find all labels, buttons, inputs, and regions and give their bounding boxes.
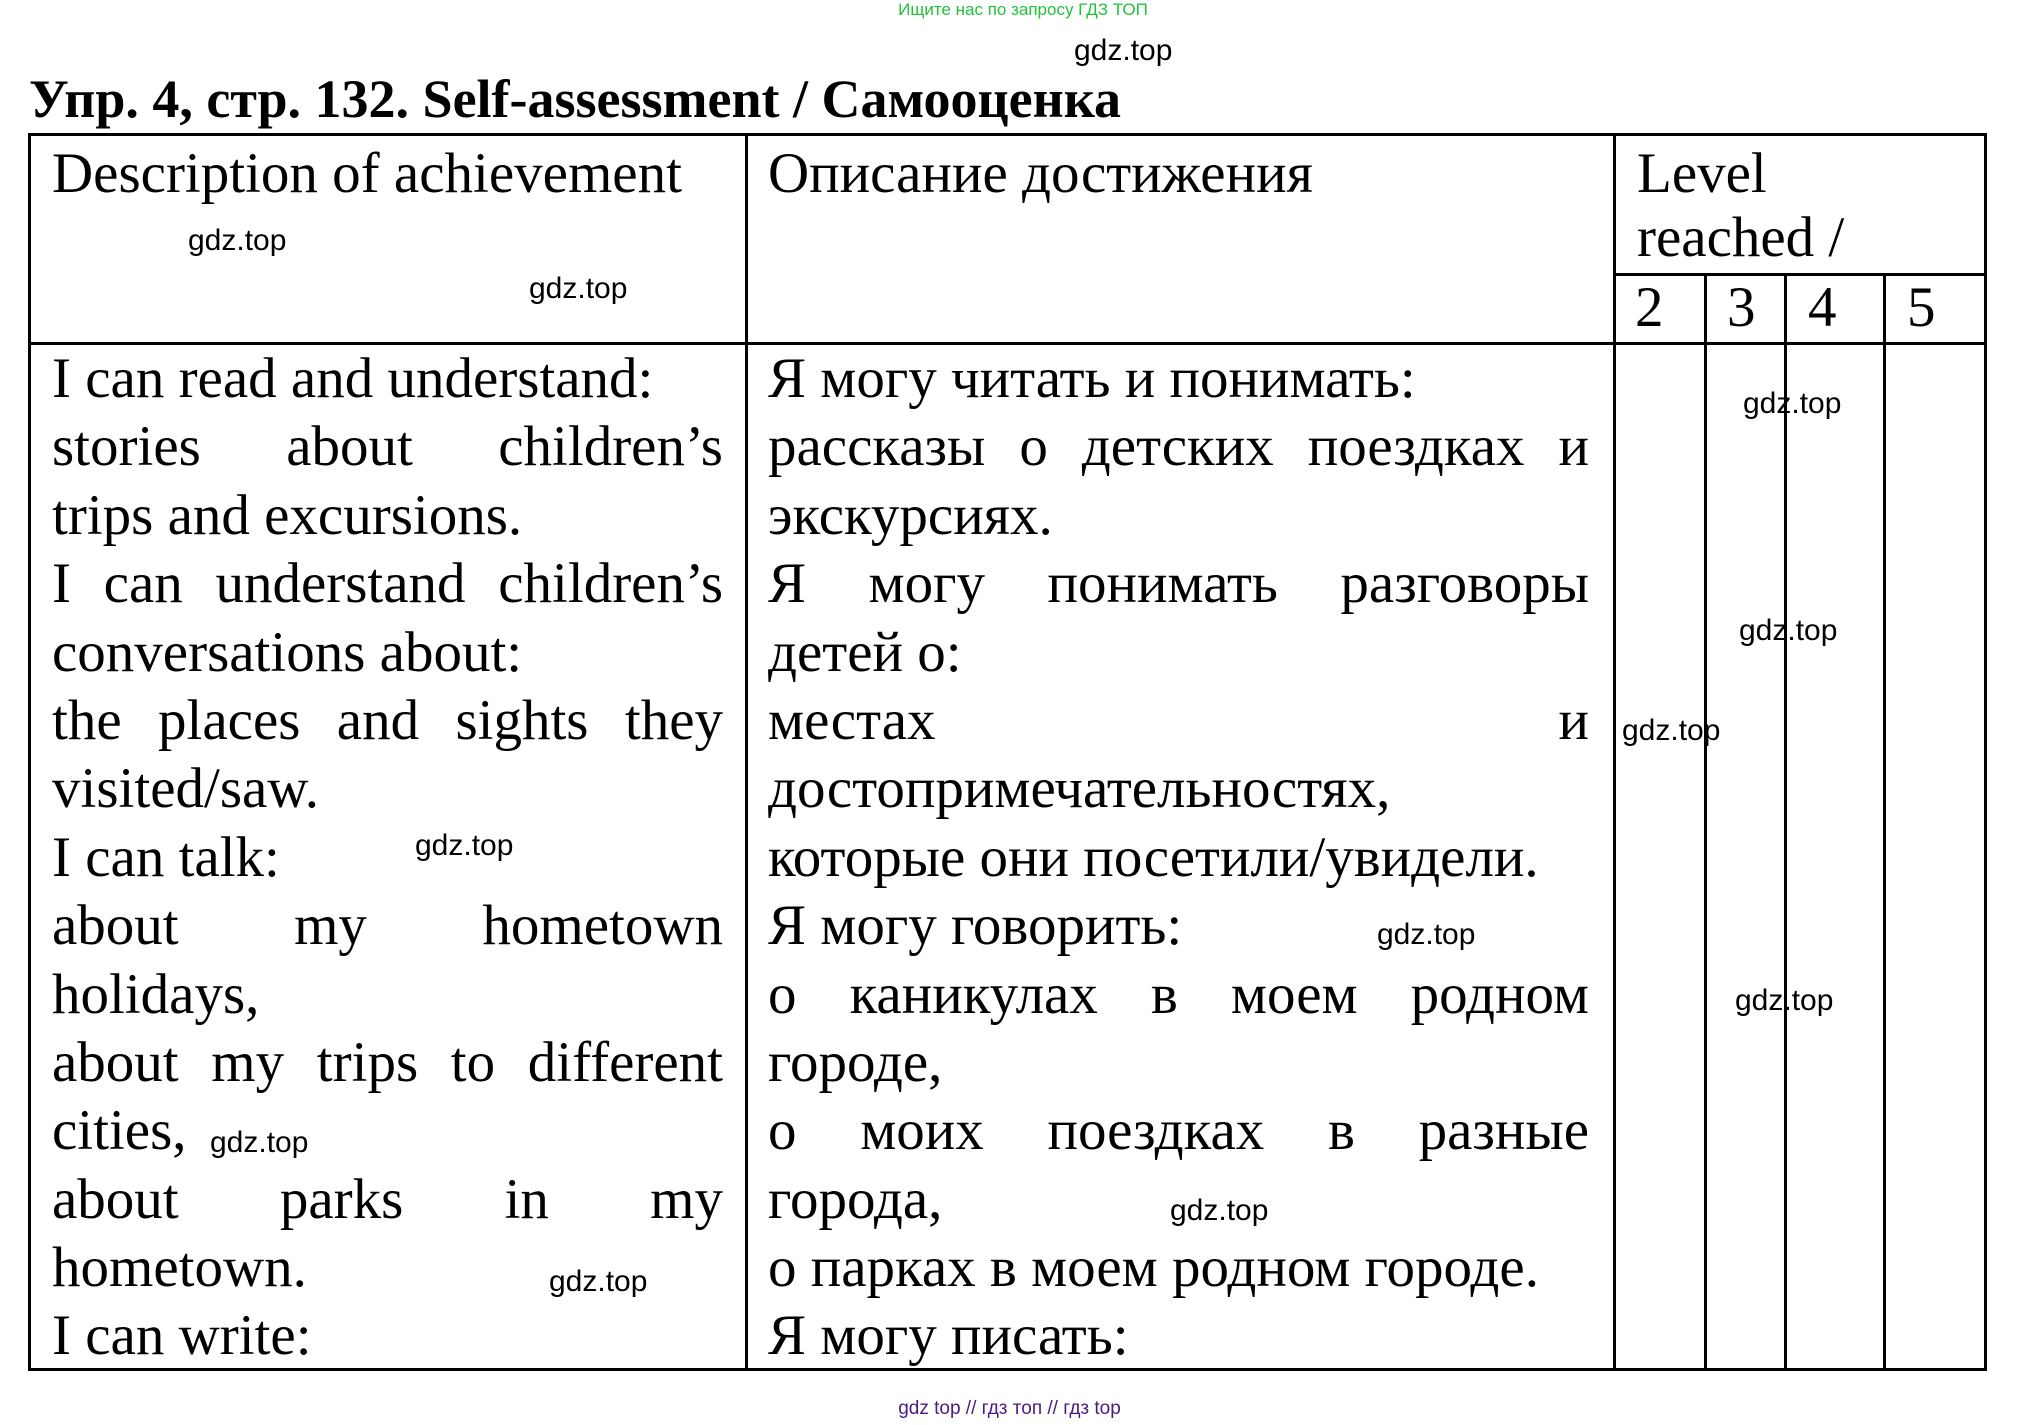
header-level-line1: Level [1637, 142, 1767, 205]
watermark: gdz.top [210, 1126, 309, 1159]
text-line: достопримечательностях, [768, 757, 1391, 821]
text-line: о парках в моем родном городе. [768, 1236, 1539, 1300]
level-4-header: 4 [1808, 276, 1837, 339]
english-description-column [52, 345, 723, 1371]
text-line: о каникулах в моем родном [768, 962, 1589, 1026]
text-line: conversations about: [52, 620, 523, 684]
text-line: городе, [768, 1030, 943, 1094]
text-line: Я могу читать и понимать: [768, 347, 1416, 410]
text-line: I can write: [52, 1304, 312, 1368]
watermark: gdz.top [1170, 1194, 1269, 1227]
text-line: the places and sights they [52, 688, 723, 752]
text-line: Я могу писать: [768, 1304, 1129, 1368]
text-line: about parks in my [52, 1167, 723, 1231]
text-line: Я могу говорить: [768, 894, 1183, 958]
top-search-note: Ищите нас по запросу ГДЗ ТОП [898, 0, 1148, 19]
text-line: trips and excursions. [52, 483, 523, 547]
self-assessment-table [28, 133, 1987, 1371]
text-line: holidays, [52, 962, 260, 1026]
text-line: about my trips to different [52, 1030, 723, 1094]
text-line: детей о: [768, 620, 962, 684]
watermark: gdz.top [1735, 984, 1834, 1017]
level-2-header: 2 [1635, 276, 1664, 339]
column-divider [745, 136, 748, 1368]
watermark: gdz.top [1739, 614, 1838, 647]
level-3-header: 3 [1727, 276, 1756, 339]
header-russian: Описание достижения [768, 142, 1313, 205]
watermark: gdz.top [1074, 34, 1173, 67]
page-title: Упр. 4, стр. 132. Self-assessment / Самооценка [29, 69, 1122, 129]
text-line: hometown. [52, 1236, 307, 1300]
text-line: которые они посетили/увидели. [768, 825, 1539, 889]
watermark: gdz.top [549, 1265, 648, 1298]
header-english: Description of achievement [52, 142, 682, 205]
column-divider [1704, 273, 1707, 1368]
text-line: I can talk: [52, 825, 280, 889]
text-line: I can understand children’s [52, 552, 723, 616]
watermark: gdz.top [1622, 714, 1721, 747]
watermark: gdz.top [529, 272, 628, 305]
footer-watermark: gdz top // гдз топ // гдз top [898, 1398, 1121, 1419]
watermark: gdz.top [1743, 387, 1842, 420]
text-line: рассказы о детских поездках и [768, 415, 1589, 479]
text-line: visited/saw. [52, 757, 320, 821]
text-line: about my hometown [52, 894, 723, 958]
column-divider [1883, 273, 1886, 1368]
text-line: I can read and understand: [52, 347, 654, 410]
text-line: города, [768, 1167, 943, 1231]
watermark: gdz.top [415, 829, 514, 862]
watermark: gdz.top [1377, 918, 1476, 951]
header-level-line2: reached / [1637, 206, 1845, 269]
column-divider [1613, 136, 1616, 1368]
text-line: о моих поездках в разные [768, 1099, 1589, 1163]
column-divider [1784, 273, 1787, 1368]
text-line: местах и [768, 688, 1589, 752]
text-line: cities, [52, 1099, 187, 1163]
text-line: Я могу понимать разговоры [768, 552, 1589, 616]
text-line: экскурсиях. [768, 483, 1053, 547]
level-5-header: 5 [1907, 276, 1936, 339]
watermark: gdz.top [188, 224, 287, 257]
text-line: stories about children’s [52, 415, 723, 479]
